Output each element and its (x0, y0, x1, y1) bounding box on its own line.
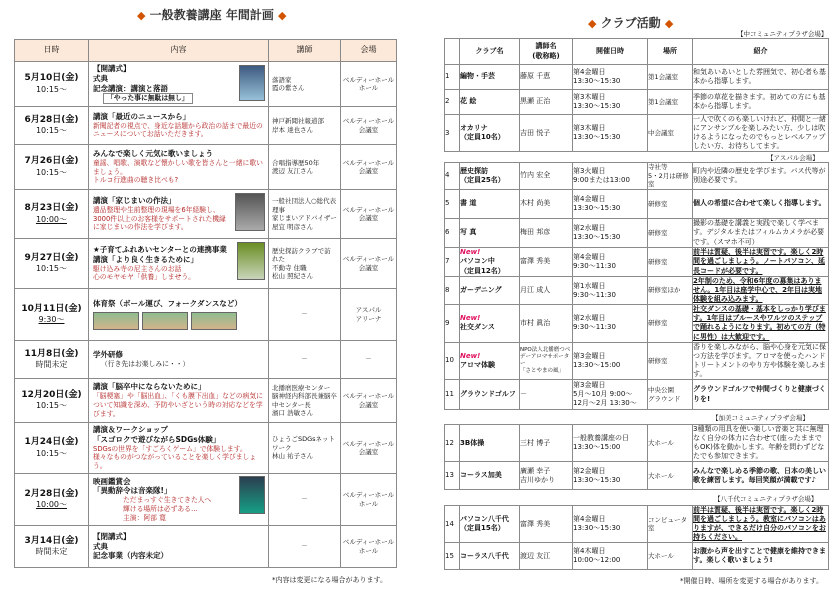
lecture-table (14, 39, 397, 568)
club-no: 8 (445, 277, 460, 305)
row-content-cell (89, 474, 269, 526)
club-row (445, 90, 829, 115)
club-place: 研修室 (648, 342, 693, 379)
club-row (445, 506, 829, 543)
lecturer-photo (235, 193, 265, 231)
club-intro: みんなで楽しめる季節の歌、日本の美しい歌を練習します。毎回笑顔が満載です♪ (693, 462, 829, 490)
row-date: 8月23日(金) (24, 203, 79, 214)
right-note: *開催日時、場所を変更する場合があります。 (680, 577, 823, 585)
club-intro: 和気あいあいとした雰囲気で、初心者も基本から指導します。 (693, 65, 829, 90)
row-time: 10:00～ (35, 214, 68, 224)
row-time: 10:15～ (35, 84, 68, 94)
club-no: 3 (445, 115, 460, 152)
right-title-text: クラブ活動 (600, 16, 661, 30)
club-teacher: 富澤 秀美 (520, 248, 573, 277)
club-teacher: 渡辺 友江 (520, 543, 573, 570)
row-content-sub: 駆け込み寺の尼主さんのお話 心のモヤモヤ「供養」しませう。 (93, 264, 195, 282)
club-name: アロマ体験 (460, 360, 495, 369)
row-venue: ベルディーホール ホール (341, 474, 397, 526)
row-date-cell (15, 474, 89, 526)
club-row (445, 248, 829, 277)
row-content-line: 記念講演：講演と落語 (93, 83, 168, 93)
club-no: 6 (445, 219, 460, 248)
club-header-intro: 紹介 (693, 39, 829, 65)
row-content-line: 映画鑑賞会 (93, 476, 131, 486)
diamond-icon: ◆ (137, 9, 146, 22)
table-row (15, 423, 397, 474)
row-content-line: 式典 (93, 541, 108, 551)
row-time: 10:15～ (35, 264, 68, 274)
header-date: 日時 (15, 40, 89, 62)
club-no: 7 (445, 248, 460, 277)
row-lecturer: － (269, 474, 341, 526)
club-header-place: 場所 (648, 39, 693, 65)
movie-poster-image (239, 476, 265, 514)
row-content-line: 【閉講式】 (93, 531, 131, 541)
row-time: 10:15～ (35, 401, 68, 411)
club-when: 第3金曜日 5月～10月 9:00～ 12月～2月 13:30～ (573, 380, 648, 410)
lecturer-photo (237, 242, 265, 280)
row-time: 時間未定 (35, 360, 68, 370)
row-content-line: 講演「より良く生きるために」 (93, 254, 198, 264)
club-name-cell (460, 342, 520, 379)
club-header-no (445, 39, 460, 65)
row-date-cell (15, 107, 89, 145)
club-name-cell (460, 248, 520, 277)
club-no: 11 (445, 380, 460, 410)
sports-photo (93, 312, 139, 330)
club-name: 花 絵 (460, 97, 477, 106)
club-no: 14 (445, 506, 460, 543)
row-date: 3月14日(金) (24, 535, 79, 546)
club-when: 第4金曜日 9:30～11:30 (573, 248, 648, 277)
club-row (445, 190, 829, 219)
club-name-cell (460, 305, 520, 342)
diamond-icon: ◆ (664, 17, 674, 30)
club-intro: 2年制のため、令和6年度の募集はありません。1年目は座学中心で、2年目は実地体験を組み込みます。 (693, 277, 829, 305)
club-no: 4 (445, 163, 460, 190)
row-date-cell (15, 423, 89, 474)
club-name: 歴史探訪 （定員25名） (460, 166, 505, 184)
section-label-aspal: 【アスパル会場】 (767, 154, 819, 162)
club-place: 研修室 (648, 190, 693, 219)
row-venue: ベルディーホール 会議室 (341, 239, 397, 289)
row-content-cell (89, 62, 269, 107)
row-date: 2月28日(金) (24, 488, 79, 499)
section-label-yachiyo: 【八千代コミュニティプラザ会場】 (714, 495, 818, 503)
club-intro: お腹から声を出すことで健康を維持できます。楽しく歌いましょう! (693, 543, 829, 570)
row-venue: － (341, 341, 397, 379)
header-content: 内容 (89, 40, 269, 62)
row-venue: ベルディーホール ホール (341, 526, 397, 568)
club-row (445, 462, 829, 490)
table-row (15, 62, 397, 107)
club-name: パソコン八千代 （定員15名） (460, 515, 509, 533)
club-when: 第4木曜日 10:00～12:00 (573, 543, 648, 570)
club-row (445, 342, 829, 379)
row-date: 12月20日(金) (21, 389, 82, 400)
row-content-line: 講演「最近のニュースから」 (93, 111, 191, 121)
club-when: 第4金曜日 13:30～15:30 (573, 65, 648, 90)
club-name: コーラス八千代 (460, 551, 509, 560)
new-badge: New! (460, 314, 481, 323)
club-name-cell (460, 543, 520, 570)
club-name-cell (460, 380, 520, 410)
row-lecturer: 合唱指導歴50年 渡辺 友江さん (269, 145, 341, 190)
club-when: 第1水曜日 9:30～11:30 (573, 277, 648, 305)
row-date: 10月11日(金) (21, 303, 82, 314)
row-content-cell (89, 190, 269, 239)
club-name: 社交ダンス (460, 323, 495, 332)
row-time: 9:30～ (38, 315, 65, 325)
left-note: *内容は変更になる場合があります。 (272, 576, 387, 584)
section-label-naka: 【中コミュニティプラザ会場】 (737, 30, 828, 38)
row-date-cell (15, 62, 89, 107)
lecturer-photo (239, 65, 265, 101)
club-place: 第1会議室 (648, 65, 693, 90)
row-date-cell (15, 341, 89, 379)
row-time: 時間未定 (35, 547, 68, 557)
club-row (445, 305, 829, 342)
table-row (15, 107, 397, 145)
left-title-text: 一般教養講座 年間計画 (149, 8, 274, 22)
club-teacher: 黒瀬 正治 (520, 90, 573, 115)
table-row (15, 526, 397, 568)
club-place: 大ホール (648, 462, 693, 490)
row-date-cell (15, 379, 89, 423)
club-when: 第2水曜日 13:30～15:30 (573, 219, 648, 248)
club-intro: 社交ダンスの基礎・基本をしっかり学びます。1年目はブルースやワルツのステップで踊れるようになります。初めての方（特に男性）は大歓迎です。 (693, 305, 829, 342)
club-name-cell (460, 506, 520, 543)
row-content-cell (89, 145, 269, 190)
club-row (445, 380, 829, 410)
row-content-line: 「異動辞令は音楽隊!」 (93, 486, 172, 496)
row-venue: ベルディーホール 会議室 (341, 107, 397, 145)
club-place: 研修室ほか (648, 277, 693, 305)
club-row (445, 543, 829, 570)
table-row (15, 379, 397, 423)
row-content-cell (89, 289, 269, 341)
row-venue: ベルディーホール 会議室 (341, 190, 397, 239)
club-teacher: － (520, 380, 573, 410)
club-place: 大ホール (648, 425, 693, 462)
club-row (445, 115, 829, 152)
row-lecturer: 神戸新聞社報道部 岸本 達也さん (269, 107, 341, 145)
club-name: パソコン中 （定員12名） (460, 257, 505, 275)
club-row (445, 163, 829, 190)
club-row (445, 219, 829, 248)
row-content-line: ★子育てふれあいセンターとの連携事業 (93, 245, 227, 254)
club-name: 3B体操 (460, 438, 485, 447)
club-when: 第3木曜日 13:30～15:30 (573, 90, 648, 115)
club-place: コンピュータ室 (648, 506, 693, 543)
club-teacher: 木村 尚美 (520, 190, 573, 219)
row-content-line: 【開講式】 (93, 64, 131, 73)
row-date-cell (15, 289, 89, 341)
club-intro: グラウンドゴルフで仲間づくりと健康づくりを! (693, 380, 829, 410)
table-row (15, 190, 397, 239)
club-intro: 一人で吹くのも楽しいけれど、仲間と一緒にアンサンブルを楽しみたい方、少しは吹けるようになったのでもっとレベルアップしたい方、お待ちしてます。 (693, 115, 829, 152)
club-name-cell (460, 425, 520, 462)
club-place: 第1会議室 (648, 90, 693, 115)
club-name: 編物・手芸 (460, 72, 495, 81)
row-venue: アスパル アリーナ (341, 289, 397, 341)
club-place: 寺社等 5・2月は研修室 (648, 163, 693, 190)
club-name: 写 真 (460, 228, 477, 237)
right-title (588, 14, 673, 31)
club-teacher: 藤原 千恵 (520, 65, 573, 90)
row-date-cell (15, 190, 89, 239)
row-date-cell (15, 526, 89, 568)
row-content-sub: 遺品整理や生前整理の現場を6年経験し、3000件以上のお客様をサポートされた機縁に家じまいの作法を学びます。 (93, 205, 226, 232)
club-when: 第4金曜日 13:30～15:30 (573, 190, 648, 219)
diamond-icon: ◆ (588, 17, 597, 30)
club-when: 第2金曜日 13:30～15:30 (573, 462, 648, 490)
club-intro: 町内や近隣の歴史を学びます。バス代等が別途必要です。 (693, 163, 829, 190)
club-table-naka (444, 38, 829, 152)
club-header-row (445, 39, 829, 65)
club-intro: 香りを楽しみながら、脳や心身を元気に保つ方法を学びます。アロマを使ったハンドトリートメントのやり方や体験を楽しみます。 (693, 342, 829, 379)
row-content-line: 「スゴロクで遊びながらSDGs体験」 (93, 434, 221, 444)
row-date: 5月10日(金) (24, 73, 79, 83)
club-intro: 前半は質疑、後半は実習です。楽しく2時間を過ごしましょう。教室にパソコンはありますが、できるだけ自分のパソコンをお持ちください。 (693, 506, 829, 543)
row-content-cell (89, 379, 269, 423)
table-header-row (15, 40, 397, 62)
row-content-line: みんなで楽しく元気に歌いましょう (93, 148, 213, 158)
club-header-when: 開催日時 (573, 39, 648, 65)
row-time: 10:15～ (35, 126, 68, 136)
club-intro: 3種類の用具を使い楽しい音楽と共に無理なく自分の体力に合わせて(座ったままでもOK)体を動かします。年齢を問わずどなたでも参加できます。 (693, 425, 829, 462)
club-teacher: 梅田 邦彦 (520, 219, 573, 248)
table-row (15, 474, 397, 526)
row-content-cell (89, 526, 269, 568)
club-teacher: 廣瀬 幸子 吉川ゆかり (520, 462, 573, 490)
club-place: 研修室 (648, 219, 693, 248)
club-no: 5 (445, 190, 460, 219)
club-intro: 個人の希望に合わせて楽しく指導します。 (693, 190, 829, 219)
club-row (445, 425, 829, 462)
row-date-cell (15, 239, 89, 289)
club-no: 10 (445, 342, 460, 379)
row-venue: ベルディーホール ホール (341, 62, 397, 107)
club-intro: 撮影の基礎を講義と実践で楽しく学べます。デジタルまたはフィルムカメラが必要です。（スマホ不可） (693, 219, 829, 248)
club-place: 中会議室 (648, 115, 693, 152)
sports-photos (93, 312, 264, 330)
row-content-line: 講演「家じまいの作法」 (93, 195, 176, 205)
club-teacher: 三村 博子 (520, 425, 573, 462)
club-teacher: 吉田 悦子 (520, 115, 573, 152)
club-teacher: 富澤 秀美 (520, 506, 573, 543)
club-no: 9 (445, 305, 460, 342)
diamond-icon: ◆ (278, 9, 287, 22)
row-content-sub: ただまっすぐ生きてきた人へ 輝ける場所は必ずある… 主演：阿部 寛 (123, 496, 212, 522)
row-venue: ベルディーホール 会議室 (341, 145, 397, 190)
row-lecturer: 北播磨医療センター 脳神経内科部長兼脳卒中センター長 濱口 浩敏さん (269, 379, 341, 423)
row-lecturer: － (269, 341, 341, 379)
club-name: ガーデニング (460, 286, 502, 295)
club-name: 書 道 (460, 199, 477, 208)
row-date: 9月27日(金) (24, 252, 79, 263)
club-when: 第4金曜日 13:30～15:30 (573, 506, 648, 543)
club-name: グラウンドゴルフ (460, 389, 516, 398)
row-date: 7月26日(金) (24, 156, 79, 167)
club-teacher: 市村 眞治 (520, 305, 573, 342)
row-content-cell (89, 239, 269, 289)
club-header-teacher: 講師名 (敬称略) (520, 39, 573, 65)
row-time: 10:15～ (35, 448, 68, 458)
club-no: 12 (445, 425, 460, 462)
club-no: 13 (445, 462, 460, 490)
row-content-cell (89, 107, 269, 145)
row-content-sub: 童謡、唱歌、演歌など懐かしい歌を皆さんと一緒に歌いましょう。 トルコ行進曲の聴き比べも? (93, 158, 263, 185)
row-lecturer: ひょうごSDGsネットワーク 林山 祐子さん (269, 423, 341, 474)
header-lecturer: 講師 (269, 40, 341, 62)
club-place: 研修室 (648, 305, 693, 342)
club-no: 2 (445, 90, 460, 115)
club-name-cell (460, 163, 520, 190)
table-row (15, 239, 397, 289)
row-content-line: 学外研修 (93, 350, 123, 360)
row-venue: ベルディーホール 会議室 (341, 423, 397, 474)
club-place: 中央公園 グラウンド (648, 380, 693, 410)
club-name-cell (460, 462, 520, 490)
club-table-yachiyo (444, 505, 829, 570)
left-title (137, 6, 287, 23)
row-content-sub: 新聞記者の視点で、身近な話題から政治の話まで最近のニュースについてお話いただきます。 (93, 121, 263, 139)
row-content-line: 講演＆ワークショップ (93, 425, 168, 435)
club-name-cell (460, 219, 520, 248)
row-content-line: 体育祭（ボール運び、フォークダンスなど） (93, 299, 242, 309)
club-name-cell (460, 90, 520, 115)
new-badge: New! (460, 351, 481, 360)
row-time: 10:00～ (35, 500, 68, 510)
club-when: 第3金曜日 13:30～15:00 (573, 342, 648, 379)
row-time: 10:15～ (35, 167, 68, 177)
row-content-line: 講演「脳卒中にならないために」 (93, 382, 206, 392)
table-row (15, 289, 397, 341)
club-no: 1 (445, 65, 460, 90)
row-lecturer: － (269, 526, 341, 568)
row-lecturer: 歴史探訪クラブで訪れた 不動寺 住職 松山 照紀さん (269, 239, 341, 289)
club-teacher: NPO法人北播磨つべデーアロマサポーター 「さとやまの風」 (520, 342, 573, 379)
row-date: 11月8日(金) (24, 348, 79, 359)
club-name-cell (460, 277, 520, 305)
new-badge: New! (460, 248, 481, 257)
row-lecturer: 落語家 霞の紫さん (269, 62, 341, 107)
club-name: オカリナ （定員10名） (460, 124, 505, 142)
sports-photo (191, 312, 237, 330)
row-date: 1月24日(金) (24, 437, 79, 448)
club-when: 第2水曜日 9:30～11:30 (573, 305, 648, 342)
row-content-line: 式典 (93, 73, 108, 83)
row-content-sub: SDGsの世界を「すごろくゲーム」で体験します。 様々なものがつながっていることを楽しく学びましょう。 (93, 444, 257, 471)
club-no: 15 (445, 543, 460, 570)
sports-photo (142, 312, 188, 330)
club-name-cell (460, 190, 520, 219)
row-lecturer: 一般社団法人○総代表理事 家じまいアドバイザー 屋宜 明彦さん (269, 190, 341, 239)
row-content-sub: 「やった事に無駄は無し」 (103, 93, 193, 104)
club-table-kami (444, 424, 829, 490)
club-when: 第3火曜日 9:00または13:00 (573, 163, 648, 190)
club-when: 一般教養講座の日 13:30～15:00 (573, 425, 648, 462)
row-venue: ベルディーホール 会議室 (341, 379, 397, 423)
club-place: 大ホール (648, 543, 693, 570)
club-table-aspal (444, 162, 829, 410)
row-lecturer: － (269, 289, 341, 341)
club-intro: 前半は質疑、後半は実習です。楽しく2時間を過ごしましょう。ノートパソコン、延長コードが必要です。 (693, 248, 829, 277)
header-venue: 会場 (341, 40, 397, 62)
club-name-cell (460, 65, 520, 90)
row-content-line: 記念事業（内容未定） (93, 551, 168, 561)
club-when: 第3木曜日 13:30～15:30 (573, 115, 648, 152)
section-label-kami: 【加美コミュニティプラザ会場】 (712, 414, 809, 422)
club-intro: 季節の草花を描きます。初めての方にも基本から指導します。 (693, 90, 829, 115)
table-row (15, 145, 397, 190)
row-content-sub: 「脳梗塞」や「脳出血」、「くも膜下出血」などの病気について知識を深め、予防やいざという時の対応などを学びます。 (93, 392, 263, 418)
club-row (445, 277, 829, 305)
row-date-cell (15, 145, 89, 190)
club-teacher: 竹内 宏全 (520, 163, 573, 190)
row-content-cell (89, 423, 269, 474)
row-date: 6月28日(金) (24, 114, 79, 125)
club-header-name: クラブ名 (460, 39, 520, 65)
club-name: コーラス加美 (460, 471, 502, 480)
club-place: 研修室 (648, 248, 693, 277)
club-teacher: 月江 成人 (520, 277, 573, 305)
table-row (15, 341, 397, 379)
row-content-cell (89, 341, 269, 379)
row-content-sub: （行き先はお楽しみに・・） (101, 360, 190, 369)
club-row (445, 65, 829, 90)
club-name-cell (460, 115, 520, 152)
